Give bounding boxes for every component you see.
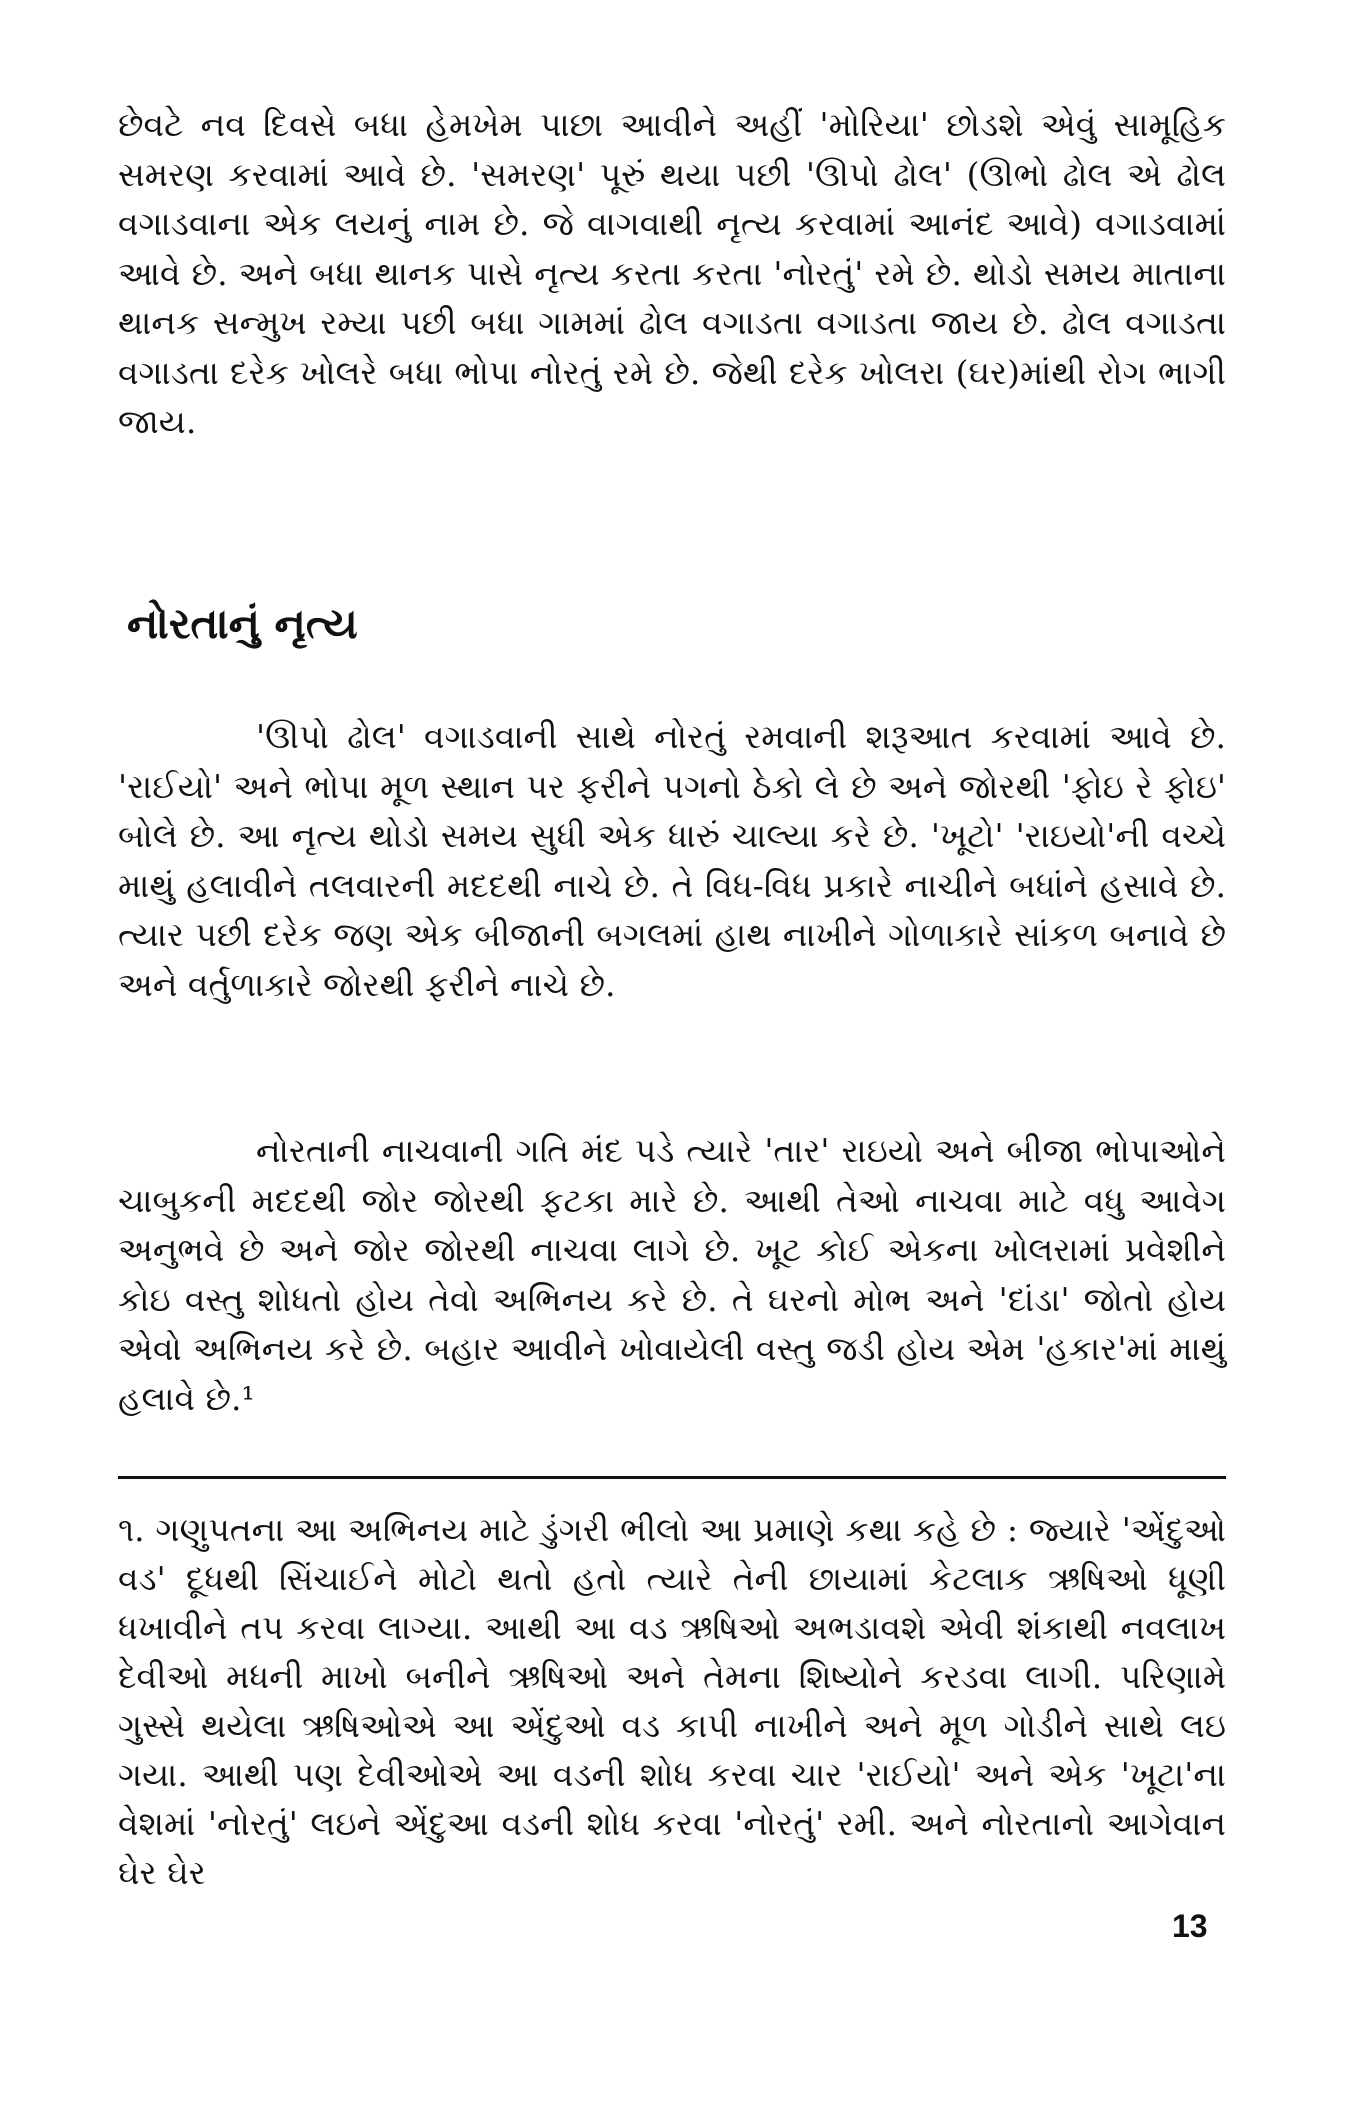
dance-paragraph-2: નોરતાની નાચવાની ગતિ મંદ પડે ત્યારે 'તાર' રાઇયો અને બીજા ભોપાઓને ચાબુકની મદદથી જોર જોરથી ફટકા મારે છે. આથી તેઓ નાચવા માટે વધુ આવેગ અનુભવે છે અને જોર જોરથી નાચવા લાગે છે. ખૂટ કોઈ એકના ખોલરામાં પ્રવેશીને કોઇ વસ્તુ શોધતો હોય તેવો અભિનય કરે છે. તે ઘરનો મોભ અને 'દાંડા' જોતો હોય એવો અભિનય કરે છે. બહાર આવીને ખોવાયેલી વસ્તુ જડી હોય એમ 'હકાર'માં માથું હલાવે છે.¹: [118, 1131, 1226, 1418]
intro-paragraph: છેવટે નવ દિવસે બધા હેમખેમ પાછા આવીને અહીં 'મોરિયા' છોડશે એવું સામૂહિક સમરણ કરવામાં આવે છે. 'સમરણ' પૂરું થયા પછી 'ઊપો ઢોલ' (ઊભો ઢોલ એ ઢોલ વગાડવાના એક લયનું નામ છે. જે વાગવાથી નૃત્ય કરવામાં આનંદ આવે) વગાડવામાં આવે છે. અને બધા થાનક પાસે નૃત્ય કરતા કરતા 'નોરતું' રમે છે. થોડો સમય માતાના થાનક સન્મુખ રમ્યા પછી બધા ગામમાં ઢોલ વગાડતા વગાડતા જાય છે. ઢોલ વગાડતા વગાડતા દરેક ખોલરે બધા ભોપા નોરતું રમે છે. જેથી દરેક ખોલરા (ઘર)માંથી રોગ ભાગી જાય.: [118, 105, 1226, 441]
footnote-divider: [118, 1476, 1226, 1479]
section-heading: નોરતાનું નૃત્ય: [127, 599, 358, 648]
dance-paragraph-1: 'ઊપો ઢોલ' વગાડવાની સાથે નોરતું રમવાની શરૂઆત કરવામાં આવે છે. 'રાઈયો' અને ભોપા મૂળ સ્થાન પર ફરીને પગનો ઠેકો લે છે અને જોરથી 'ફોઇ રે ફોઇ' બોલે છે. આ નૃત્ય થોડો સમય સુધી એક ધારું ચાલ્યા કરે છે. 'ખૂટો' 'રાઇયો'ની વચ્ચે માથું હલાવીને તલવારની મદદથી નાચે છે. તે વિધ-વિધ પ્રકારે નાચીને બધાંને હસાવે છે. ત્યાર પછી દરેક જણ એક બીજાની બગલમાં હાથ નાખીને ગોળાકારે સાંકળ બનાવે છે અને વર્તુળાકારે જોરથી ફરીને નાચે છે.: [118, 717, 1226, 1004]
page-number: 13: [1172, 1908, 1208, 1944]
footnote: ૧. ગણુપતના આ અભિનય માટે ડુંગરી ભીલો આ પ્રમાણે કથા કહે છે : જ્યારે 'એંદુઓ વડ' દૂધથી સિંચાઈને મોટો થતો હતો ત્યારે તેની છાયામાં કેટલાક ઋષિઓ ધૂણી ધખાવીને તપ કરવા લાગ્યા. આથી આ વડ ઋષિઓ અભડાવશે એવી શંકાથી નવલાખ દેવીઓ મધની માખો બનીને ઋષિઓ અને તેમના શિષ્યોને કરડવા લાગી. પરિણામે ગુસ્સે થયેલા ઋષિઓએ આ એંદુઓ વડ કાપી નાખીને અને મૂળ ગોડીને સાથે લઇ ગયા. આથી પણ દેવીઓએ આ વડની શોધ કરવા ચાર 'રાઈયો' અને એક 'ખૂટા'ના વેશમાં 'નોરતું' લઇને એંદુઆ વડની શોધ કરવા 'નોરતું' રમી. અને નોરતાનો આગેવાન ઘેર ઘેર: [118, 1510, 1226, 1892]
